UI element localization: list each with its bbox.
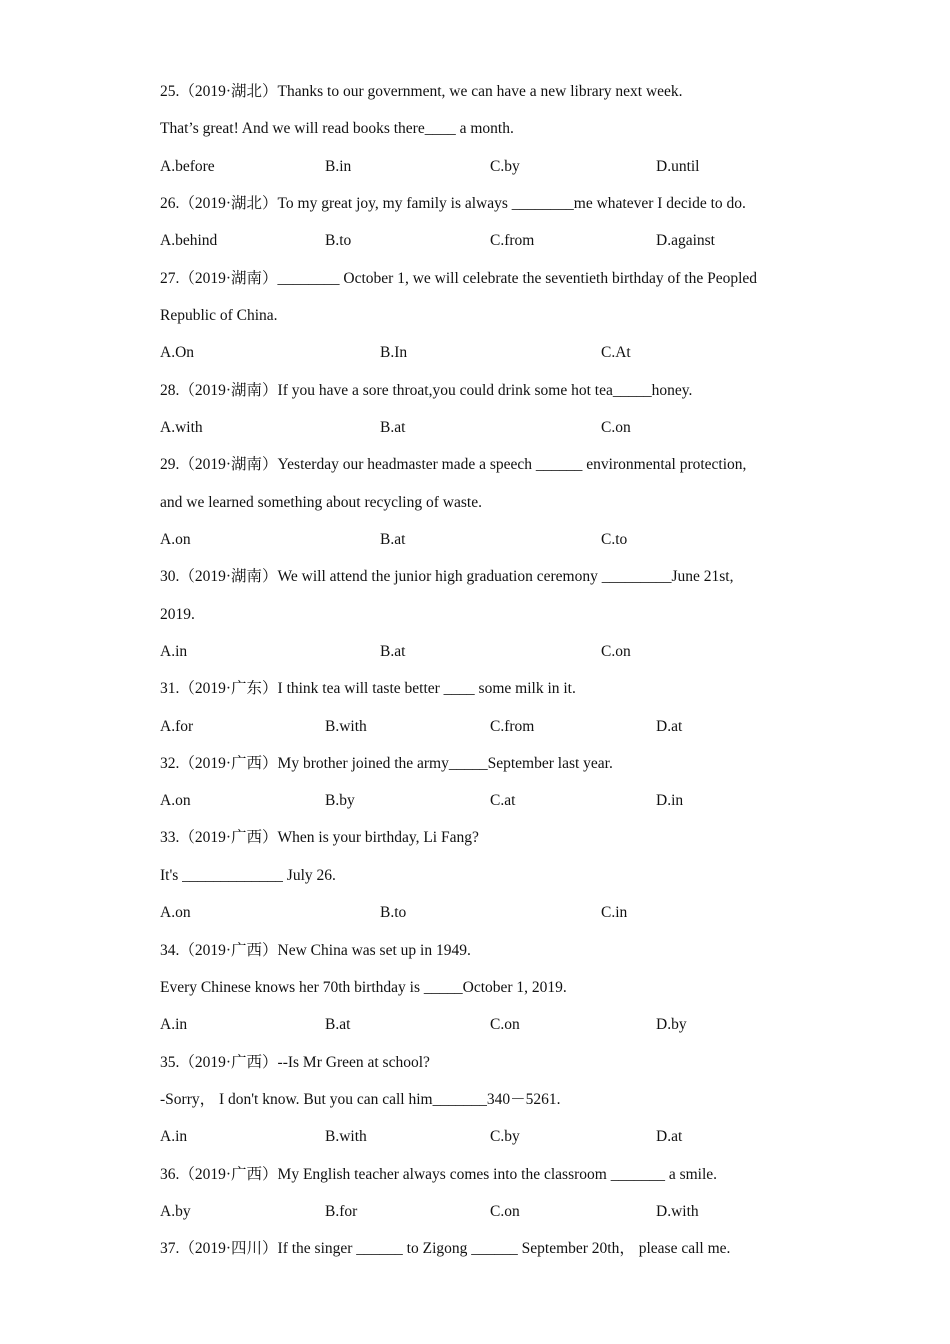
question-26-option-a: A.behind: [160, 232, 218, 249]
question-32-option-b: B.by: [325, 792, 355, 809]
question-28-option-c: C.on: [601, 419, 631, 436]
question-34-option-d: D.by: [656, 1016, 687, 1033]
question-32-option-d: D.in: [656, 792, 684, 809]
question-32-option-c: C.at: [490, 792, 516, 809]
question-28-option-a: A.with: [160, 419, 203, 436]
question-31-option-d: D.at: [656, 718, 683, 735]
question-31-option-c: C.from: [490, 718, 535, 735]
question-25-line-1: 25.（2019·湖北）Thanks to our government, we can have a new library next week.: [160, 83, 683, 100]
question-25-option-d: D.until: [656, 158, 700, 175]
question-26-option-b: B.to: [325, 232, 352, 249]
question-29-option-b: B.at: [380, 531, 406, 548]
question-35-line-1: 35.（2019·广西）--Is Mr Green at school?: [160, 1054, 430, 1071]
question-34-option-b: B.at: [325, 1016, 351, 1033]
question-36-line-1: 36.（2019·广西）My English teacher always comes into the classroom _______ a smile.: [160, 1166, 718, 1183]
question-29-option-c: C.to: [601, 531, 628, 548]
question-27-option-c: C.At: [601, 344, 631, 361]
question-31-option-a: A.for: [160, 718, 194, 735]
question-30-option-b: B.at: [380, 643, 406, 660]
question-27-option-b: B.In: [380, 344, 408, 361]
question-29-line-2: and we learned something about recycling of waste.: [160, 494, 482, 511]
question-25-line-2: That’s great! And we will read books there____ a month.: [160, 120, 514, 137]
question-29-option-a: A.on: [160, 531, 191, 548]
question-33-line-1: 33.（2019·广西）When is your birthday, Li Fang?: [160, 829, 479, 846]
question-34-option-a: A.in: [160, 1016, 188, 1033]
question-28-line-1: 28.（2019·湖南）If you have a sore throat,you could drink some hot tea_____honey.: [160, 382, 693, 399]
question-35-option-a: A.in: [160, 1128, 188, 1145]
question-26-option-d: D.against: [656, 232, 715, 249]
question-30-line-2: 2019.: [160, 606, 195, 623]
question-31-line-1: 31.（2019·广东）I think tea will taste better ____ some milk in it.: [160, 680, 576, 697]
question-28-option-b: B.at: [380, 419, 406, 436]
question-35-option-b: B.with: [325, 1128, 367, 1145]
question-36-option-a: A.by: [160, 1203, 191, 1220]
question-32-line-1: 32.（2019·广西）My brother joined the army_____September last year.: [160, 755, 613, 772]
question-34-line-2: Every Chinese knows her 70th birthday is _____October 1, 2019.: [160, 979, 567, 996]
question-33-option-b: B.to: [380, 904, 407, 921]
question-29-line-1: 29.（2019·湖南）Yesterday our headmaster made a speech ______ environmental protection,: [160, 456, 747, 473]
question-30-line-1: 30.（2019·湖南）We will attend the junior high graduation ceremony _________June 21st,: [160, 568, 734, 585]
question-37-line-1: 37.（2019·四川）If the singer ______ to Zigong ______ September 20th， please call me.: [160, 1240, 731, 1257]
question-31-option-b: B.with: [325, 718, 367, 735]
question-30-option-a: A.in: [160, 643, 188, 660]
question-26-option-c: C.from: [490, 232, 535, 249]
question-36-option-b: B.for: [325, 1203, 358, 1220]
question-32-option-a: A.on: [160, 792, 191, 809]
question-33-line-2: It's _____________ July 26.: [160, 867, 336, 884]
question-33-option-c: C.in: [601, 904, 628, 921]
question-35-option-d: D.at: [656, 1128, 683, 1145]
question-36-option-d: D.with: [656, 1203, 699, 1220]
question-36-option-c: C.on: [490, 1203, 520, 1220]
question-34-line-1: 34.（2019·广西）New China was set up in 1949.: [160, 942, 471, 959]
question-25-option-a: A.before: [160, 158, 215, 175]
question-33-option-a: A.on: [160, 904, 191, 921]
question-27-line-1: 27.（2019·湖南）________ October 1, we will celebrate the seventieth birthday of the Peopled: [160, 270, 758, 287]
question-26-line-1: 26.（2019·湖北）To my great joy, my family is always ________me whatever I decide to do.: [160, 195, 746, 212]
question-35-line-2: -Sorry， I don't know. But you can call him_______340－5261.: [160, 1091, 561, 1108]
question-34-option-c: C.on: [490, 1016, 520, 1033]
question-25-option-b: B.in: [325, 158, 352, 175]
question-27-line-2: Republic of China.: [160, 307, 278, 324]
question-30-option-c: C.on: [601, 643, 631, 660]
question-27-option-a: A.On: [160, 344, 195, 361]
question-35-option-c: C.by: [490, 1128, 520, 1145]
question-25-option-c: C.by: [490, 158, 520, 175]
